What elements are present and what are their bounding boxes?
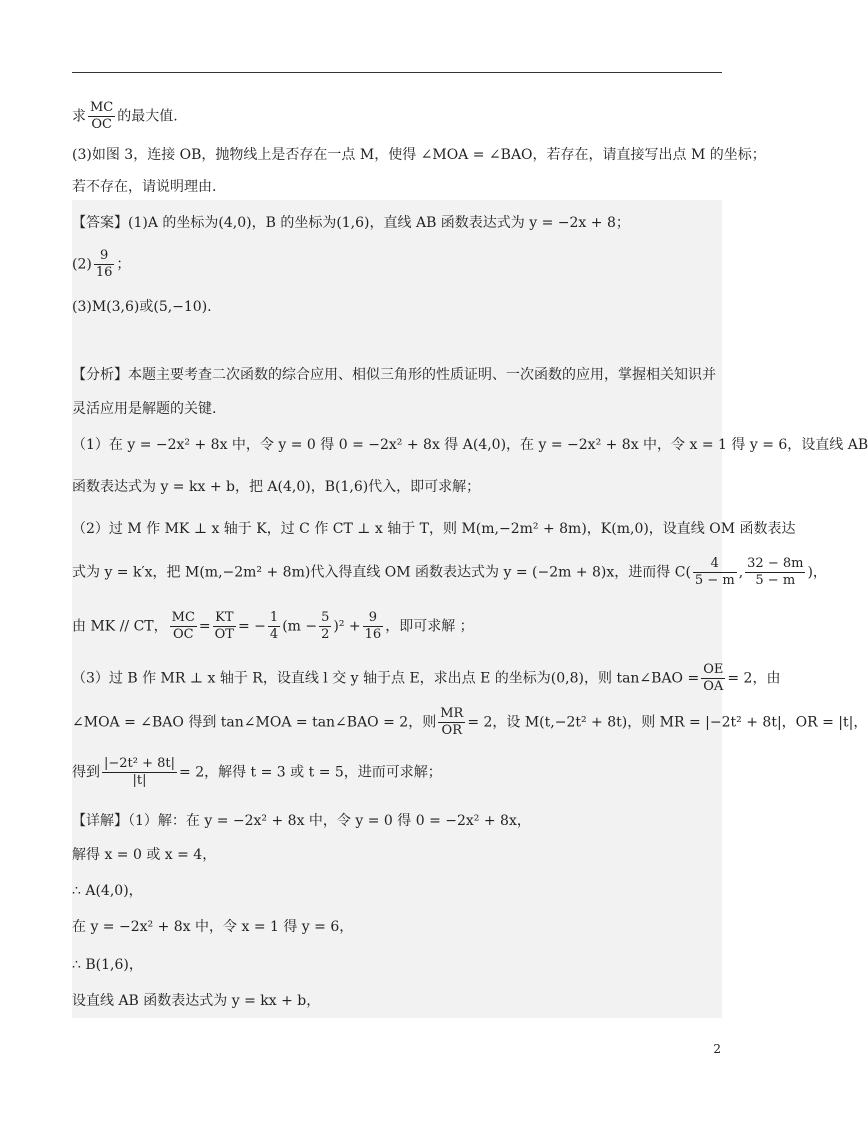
answer-3: (3)M(3,6)或(5,−10). (72, 299, 212, 315)
analysis-8: （3）过 B 作 MR ⊥ x 轴于 R，设直线 l 交 y 轴于点 E，求出点 E 的坐标为(0,8)，则 tan∠BAO = $\frac{OE}{OA}$ = 2，由 (72, 662, 781, 694)
analysis-1: 【分析】本题主要考查二次函数的综合应用、相似三角形的性质证明、一次函数的应用，掌握相关知识并 (72, 367, 716, 383)
header-rule (72, 72, 722, 73)
analysis-4: 函数表达式为 y = kx + b，把 A(4,0)，B(1,6)代入，即可求解； (72, 479, 481, 495)
answer-2: (2) $\frac{9}{16}$ ； (72, 248, 131, 280)
answer-1: 【答案】(1)A 的坐标为(4,0)，B 的坐标为(1,6)，直线 AB 函数表达式为 y = −2x + 8； (72, 215, 630, 231)
question-3-line-1: (3)如图 3，连接 OB，抛物线上是否存在一点 M，使得 ∠MOA = ∠BAO，若存在，请直接写出点 M 的坐标； (72, 147, 766, 163)
detail-6: 设直线 AB 函数表达式为 y = kx + b， (72, 993, 321, 1009)
detail-3: ∴ A(4,0)， (72, 883, 143, 899)
question-3-line-2: 若不存在，请说明理由. (72, 179, 217, 195)
page-number: 2 (713, 1042, 721, 1056)
question-line-1: 求 $\frac{MC}{OC}$ 的最大值. (72, 100, 178, 132)
analysis-3: （1）在 y = −2x² + 8x 中，令 y = 0 得 0 = −2x² + 8x 得 A(4,0)，在 y = −2x² + 8x 中，令 x = 1 得 y = 6，设直线 AB (72, 437, 868, 453)
detail-1: 【详解】（1）解：在 y = −2x² + 8x 中，令 y = 0 得 0 = −2x² + 8x， (72, 813, 531, 829)
detail-4: 在 y = −2x² + 8x 中，令 x = 1 得 y = 6， (72, 919, 354, 935)
analysis-9: ∠MOA = ∠BAO 得到 tan∠MOA = tan∠BAO = 2，则 $\frac{MR}{OR}$ = 2，设 M(t,−2t² + 8t)，则 MR = |−2t² + 8t|，OR = |t|， (72, 706, 868, 738)
analysis-10: 得到 $\frac{\text{|−2t² + 8t|}}{|t|}$ = 2，解得 t = 3 或 t = 5，进而可求解； (72, 756, 442, 788)
solution-background (72, 200, 722, 1018)
detail-5: ∴ B(1,6)， (72, 957, 143, 973)
analysis-7: 由 MK // CT， $\frac{MC}{OC}$ = $\frac{KT}{OT}$ = − $\frac{1}{4}$ (m − $\frac{5}{2}$ )² + $\frac{9}{16}$ ，即可求解 ； (72, 610, 474, 642)
analysis-6: 式为 y = k′x，把 M(m,−2m² + 8m)代入得直线 OM 函数表达式为 y = (−2m + 8)x，进而得 C( $\frac{4}{5 - m}$ , $\frac{32 - 8m}{5 - m}$ )， (72, 556, 827, 588)
detail-2: 解得 x = 0 或 x = 4， (72, 847, 217, 863)
analysis-2: 灵活应用是解题的关键. (72, 401, 217, 417)
analysis-5: （2）过 M 作 MK ⊥ x 轴于 K，过 C 作 CT ⊥ x 轴于 T，则 M(m,−2m² + 8m)，K(m,0)，设直线 OM 函数表达 (72, 521, 796, 537)
